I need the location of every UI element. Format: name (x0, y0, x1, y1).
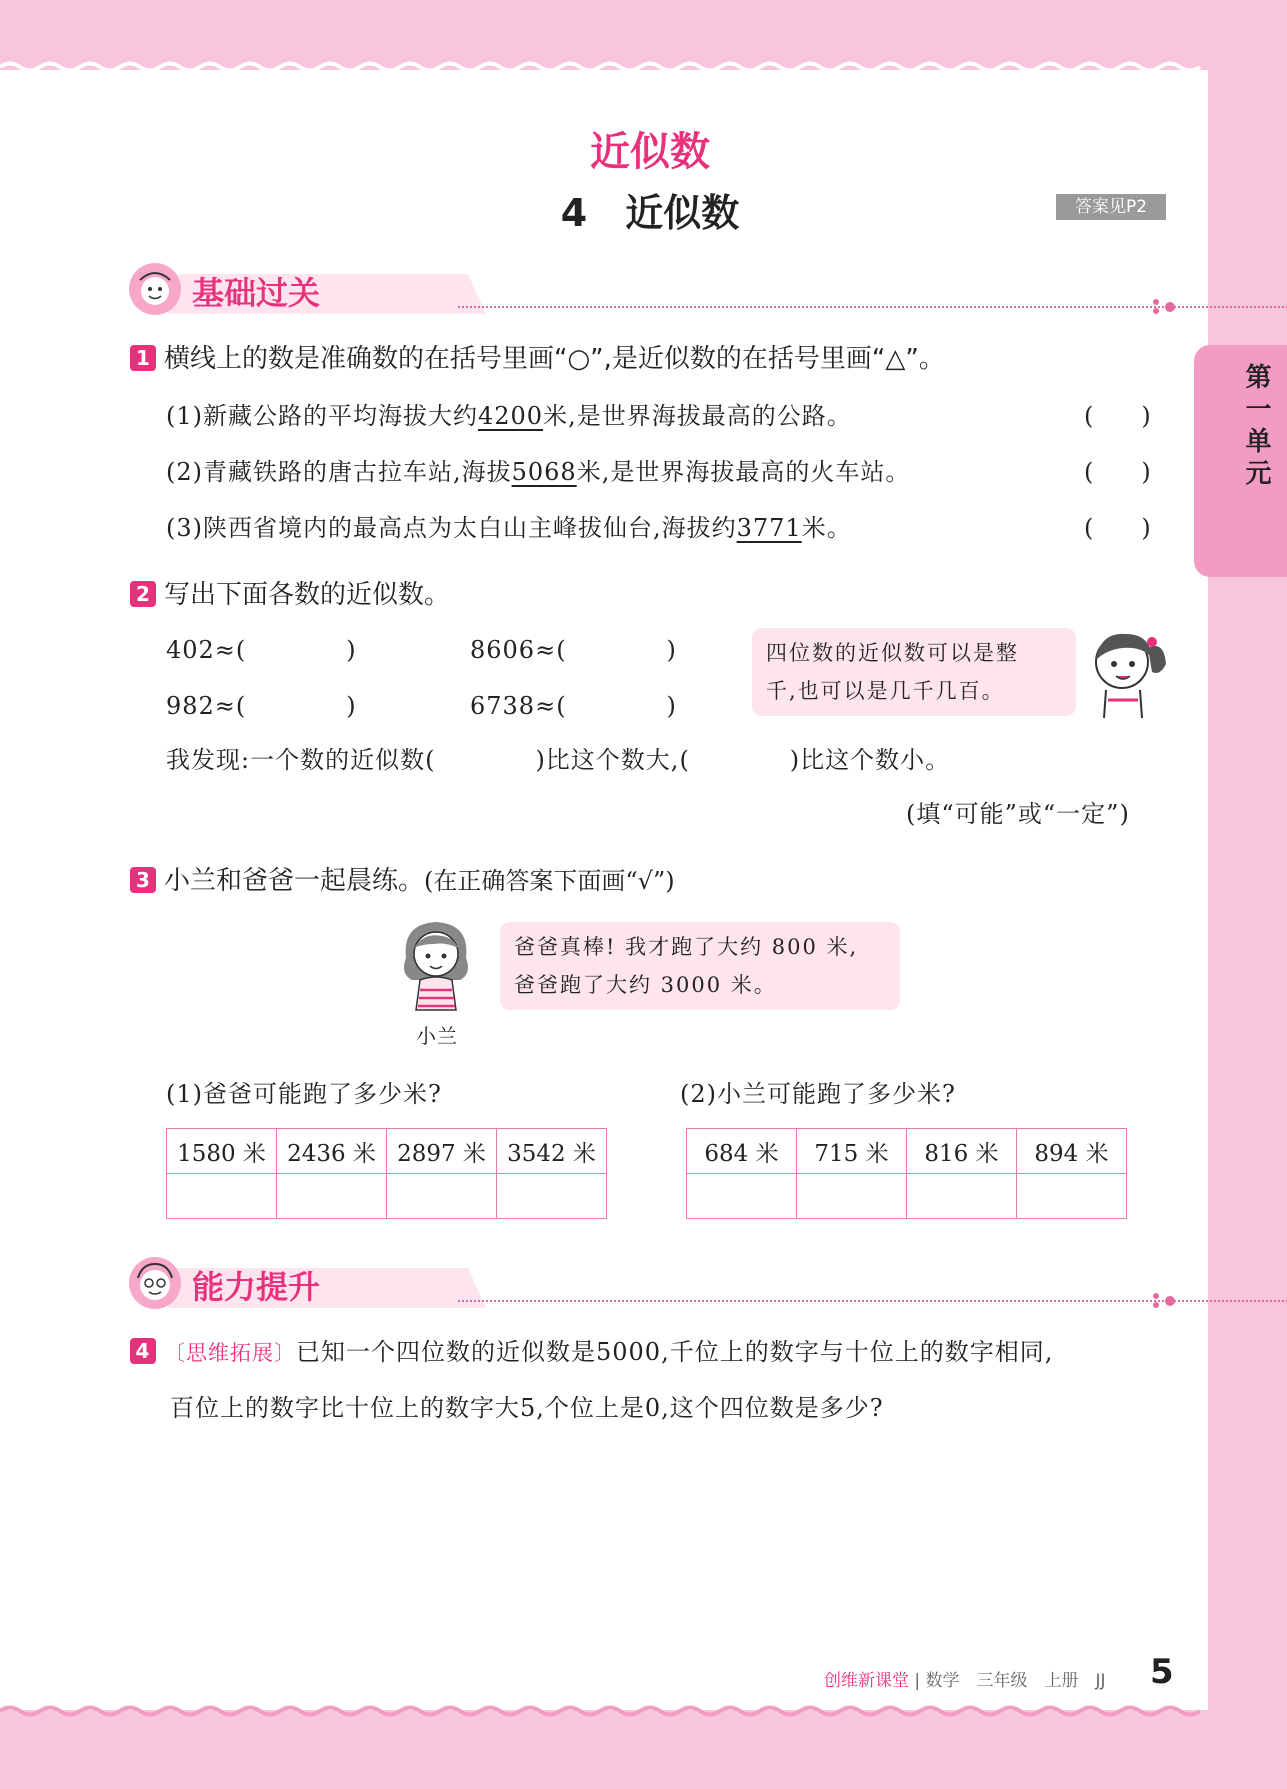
footer-info (824, 1666, 1106, 1691)
option-label: 816 米 (907, 1129, 1017, 1174)
q4-tag-thinking-extension: 〔思维拓展〕 (164, 1341, 296, 1365)
q1-item-3-number: 3771 (736, 514, 802, 542)
q1-item-2-post: 米,是世界海拔最高的火车站。 (576, 458, 911, 486)
q1-item-1-pre: (1)新藏公路的平均海拔大约 (166, 402, 478, 430)
elder-avatar-icon (128, 1256, 182, 1310)
section-header-advanced (128, 1256, 1168, 1314)
check-cell[interactable] (277, 1174, 387, 1219)
footer-separator: | (909, 1671, 926, 1691)
check-cell[interactable] (167, 1174, 277, 1219)
q1-item-2 (166, 452, 910, 487)
footer-book-info: 数学 三年级 上册 JJ (925, 1671, 1106, 1691)
q2-item-982[interactable]: 982≈( ) (166, 692, 357, 720)
q4-line-1 (130, 1332, 1053, 1367)
q1-title-text: 横线上的数是准确数的在括号里画“○”,是近似数的在括号里画“△”。 (164, 344, 945, 374)
lesson-title: 4 近似数 (560, 191, 740, 235)
q3-speech-bubble (500, 922, 900, 1010)
q4-line-2: 百位上的数字比十位上的数字大5,个位上是0,这个四位数是多少? (170, 1394, 884, 1422)
q2-number-badge: 2 (130, 581, 156, 607)
footer-brand: 创维新课堂 (824, 1671, 909, 1691)
q3-title (130, 860, 675, 897)
q1-item-2-number: 5068 (511, 458, 577, 486)
q2-item-8606[interactable]: 8606≈( ) (470, 636, 677, 664)
option-label: 1580 米 (167, 1129, 277, 1174)
option-label: 2897 米 (387, 1129, 497, 1174)
section-title-basic: 基础过关 (192, 274, 321, 312)
check-cell[interactable] (907, 1174, 1017, 1219)
q1-item-1-number: 4200 (478, 402, 544, 430)
top-wavy-border (0, 60, 1287, 74)
q1-item-1 (166, 396, 852, 431)
q3-bubble-line-2: 爸爸跑了大约 3000 米。 (514, 973, 777, 997)
divider-end-dots-icon (1148, 1292, 1182, 1308)
xiaolan-name-label: 小兰 (416, 1024, 458, 1048)
q4-number-badge: 4 (130, 1338, 156, 1364)
option-label: 684 米 (687, 1129, 797, 1174)
q2-hint-speech-bubble (752, 628, 1076, 716)
q3-sub-question-2: (2)小兰可能跑了多少米? (680, 1080, 956, 1108)
xiaolan-character-icon (394, 914, 478, 1016)
q2-bubble-line-1: 四位数的近似数可以是整 (766, 641, 1019, 665)
section-header-basic (128, 262, 1168, 320)
check-cell[interactable] (387, 1174, 497, 1219)
q1-item-3 (166, 508, 852, 543)
q1-item-2-answer-blank[interactable]: ( ) (1084, 458, 1151, 486)
q1-item-1-answer-blank[interactable]: ( ) (1084, 402, 1151, 430)
q3-sub-question-1: (1)爸爸可能跑了多少米? (166, 1080, 442, 1108)
divider-end-dots-icon (1148, 298, 1182, 314)
teacher-avatar-icon (128, 262, 182, 316)
q1-item-2-pre: (2)青藏铁路的唐古拉车站,海拔 (166, 458, 512, 486)
option-label: 2436 米 (277, 1129, 387, 1174)
q3-bubble-line-1: 爸爸真棒! 我才跑了大约 800 米, (514, 935, 859, 959)
check-cell[interactable] (797, 1174, 907, 1219)
q1-item-3-pre: (3)陕西省境内的最高点为太白山主峰拔仙台,海拔约 (166, 514, 737, 542)
check-cell[interactable] (1017, 1174, 1127, 1219)
option-label: 894 米 (1017, 1129, 1127, 1174)
q3-options-table-father (166, 1128, 607, 1219)
option-label: 3542 米 (497, 1129, 607, 1174)
section-title-advanced: 能力提升 (192, 1268, 321, 1306)
q1-item-3-answer-blank[interactable]: ( ) (1084, 514, 1151, 542)
page-title: 近似数 (590, 129, 710, 175)
q2-discovery-sentence[interactable]: 我发现:一个数的近似数( )比这个数大,( )比这个数小。 (166, 746, 951, 774)
q1-item-3-post: 米。 (801, 514, 852, 542)
q2-title-text: 写出下面各数的近似数。 (164, 580, 451, 610)
q2-item-402[interactable]: 402≈( ) (166, 636, 357, 664)
q2-bubble-line-2: 千,也可以是几千几百。 (766, 679, 1005, 703)
bottom-wavy-border (0, 1704, 1287, 1718)
q3-options-table-xiaolan (686, 1128, 1127, 1219)
q3-title-note: (在正确答案下面画“√”) (424, 867, 675, 895)
answer-reference-badge: 答案见P2 (1056, 194, 1166, 220)
option-label: 715 米 (797, 1129, 907, 1174)
page-number: 5 (1150, 1652, 1174, 1692)
q1-number-badge: 1 (130, 345, 156, 371)
unit-side-tab (1194, 345, 1287, 577)
q4-line-1-text: 已知一个四位数的近似数是5000,千位上的数字与十位上的数字相同, (296, 1338, 1054, 1366)
q3-number-badge: 3 (130, 867, 156, 893)
check-cell[interactable] (497, 1174, 607, 1219)
q2-title (130, 574, 450, 611)
girl-character-icon (1082, 620, 1172, 720)
check-cell[interactable] (687, 1174, 797, 1219)
unit-side-tab-label: 第一单元 (1241, 363, 1271, 491)
q1-item-1-post: 米,是世界海拔最高的公路。 (543, 402, 852, 430)
q3-title-text: 小兰和爸爸一起晨练。 (164, 866, 425, 896)
q1-title (130, 338, 945, 375)
q2-item-6738[interactable]: 6738≈( ) (470, 692, 677, 720)
q2-fill-hint: (填“可能”或“一定”) (906, 800, 1130, 828)
